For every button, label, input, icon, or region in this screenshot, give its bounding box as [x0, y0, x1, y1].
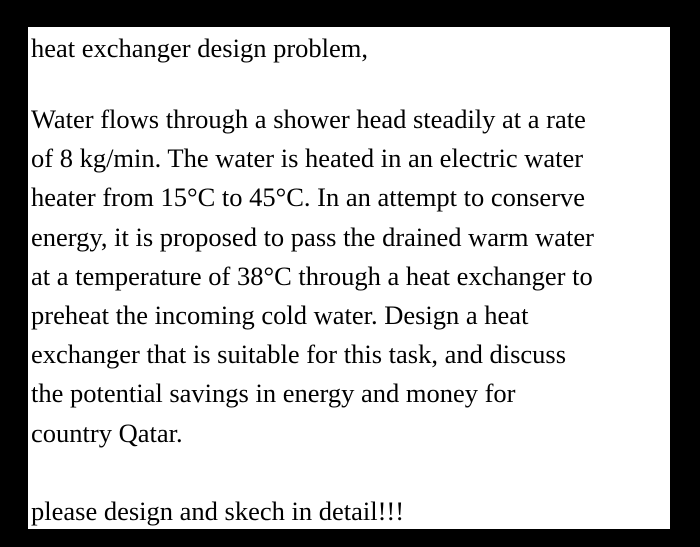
heading-text: heat exchanger design problem,	[31, 33, 369, 63]
body-line: Water flows through a shower head steadily at a rate	[31, 104, 586, 134]
body-line: heater from 15°C to 45°C. In an attempt to conserve	[31, 182, 585, 213]
body-line: the potential savings in energy and money for	[31, 378, 516, 409]
body-line: energy, it is proposed to pass the drained warm water	[31, 221, 594, 252]
closing-request	[31, 492, 404, 531]
closing-text: please design and skech in detail!!!	[31, 496, 405, 526]
body-line: country Qatar.	[31, 417, 183, 448]
document-heading	[31, 29, 368, 68]
body-line: at a temperature of 38°C through a heat exchanger to	[31, 260, 593, 291]
problem-statement	[31, 100, 594, 453]
document-page	[28, 27, 670, 529]
body-line: exchanger that is suitable for this task, and discuss	[31, 339, 567, 370]
body-line: of 8 kg/min. The water is heated in an electric water	[31, 143, 584, 174]
body-line: preheat the incoming cold water. Design a heat	[31, 300, 529, 331]
